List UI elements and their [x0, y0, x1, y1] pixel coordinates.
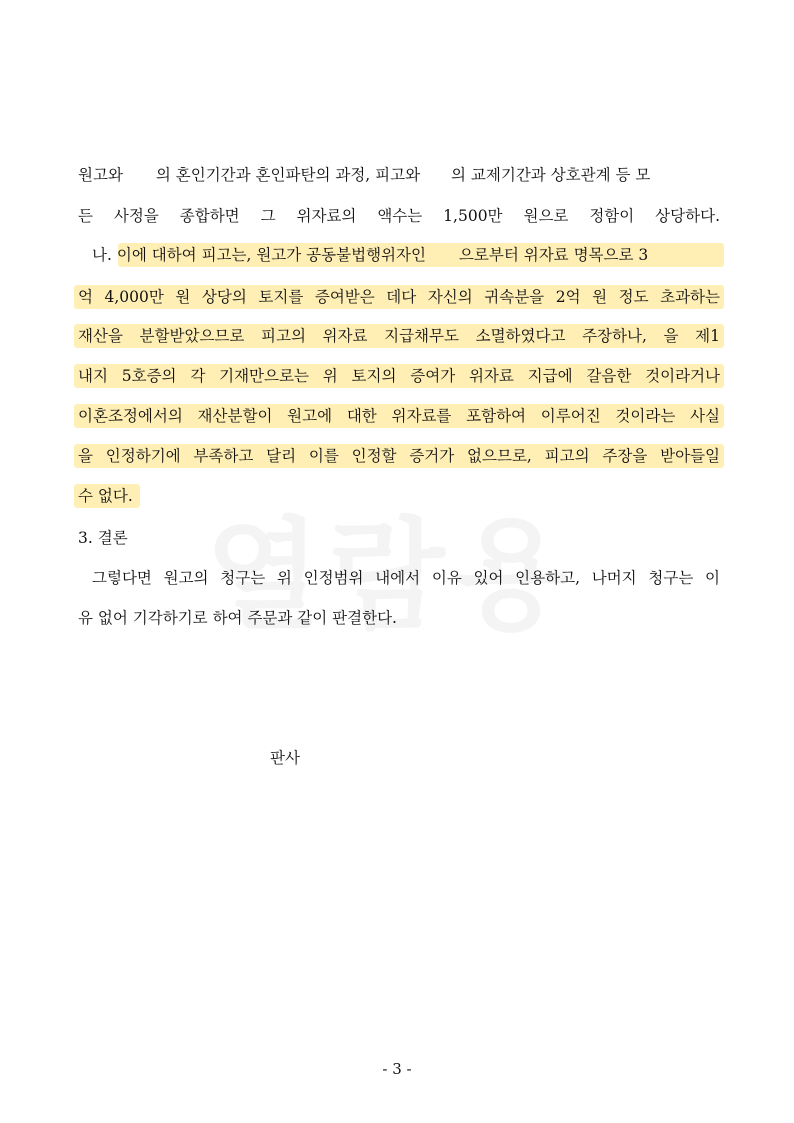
text-segment: 의 교제기간과 상호관계 등 모 [451, 166, 651, 184]
text-segment: 으로부터 위자료 명목으로 3 [458, 246, 649, 264]
text-segment: 의 혼인기간과 혼인파탄의 과정, 피고와 [155, 166, 421, 184]
body-line: 든 사정을 종합하면 그 위자료의 액수는 1,500만 원으로 정함이 상당하다. [78, 207, 720, 225]
body-line: 그렇다면 원고의 청구는 위 인정범위 내에서 이유 있어 인용하고, 나머지 청구는 이 [92, 569, 720, 587]
body-line: 유 없어 기각하기로 하여 주문과 같이 판결한다. [78, 609, 397, 627]
text-segment: 이에 대하여 피고는, 원고가 공동불법행위자인 [116, 246, 426, 264]
body-line: 억 4,000만 원 상당의 토지를 증여받은 데다 자신의 귀속분을 2억 원 정도 초과하는 [78, 288, 720, 306]
item-prefix: 나. [92, 246, 112, 264]
text-segment: 원고와 [78, 166, 123, 184]
section-heading: 3. 결론 [78, 529, 128, 547]
body-line [78, 165, 650, 185]
page-number: - 3 - [382, 1060, 412, 1078]
body-line: 수 없다. [78, 487, 133, 505]
body-line: 재산을 분할받았으므로 피고의 위자료 지급채무도 소멸하였다고 주장하나, 을 제1 [78, 327, 720, 345]
body-line: 이혼조정에서의 재산분할이 원고에 대한 위자료를 포함하여 이루어진 것이라는 사실 [78, 407, 720, 425]
body-line [92, 245, 648, 265]
body-line: 을 인정하기에 부족하고 달리 이를 인정할 증거가 없으므로, 피고의 주장을 받아들일 [78, 447, 720, 465]
judge-label: 판사 [270, 749, 300, 767]
body-line: 내지 5호증의 각 기재만으로는 위 토지의 증여가 위자료 지급에 갈음한 것이라거나 [78, 367, 720, 385]
